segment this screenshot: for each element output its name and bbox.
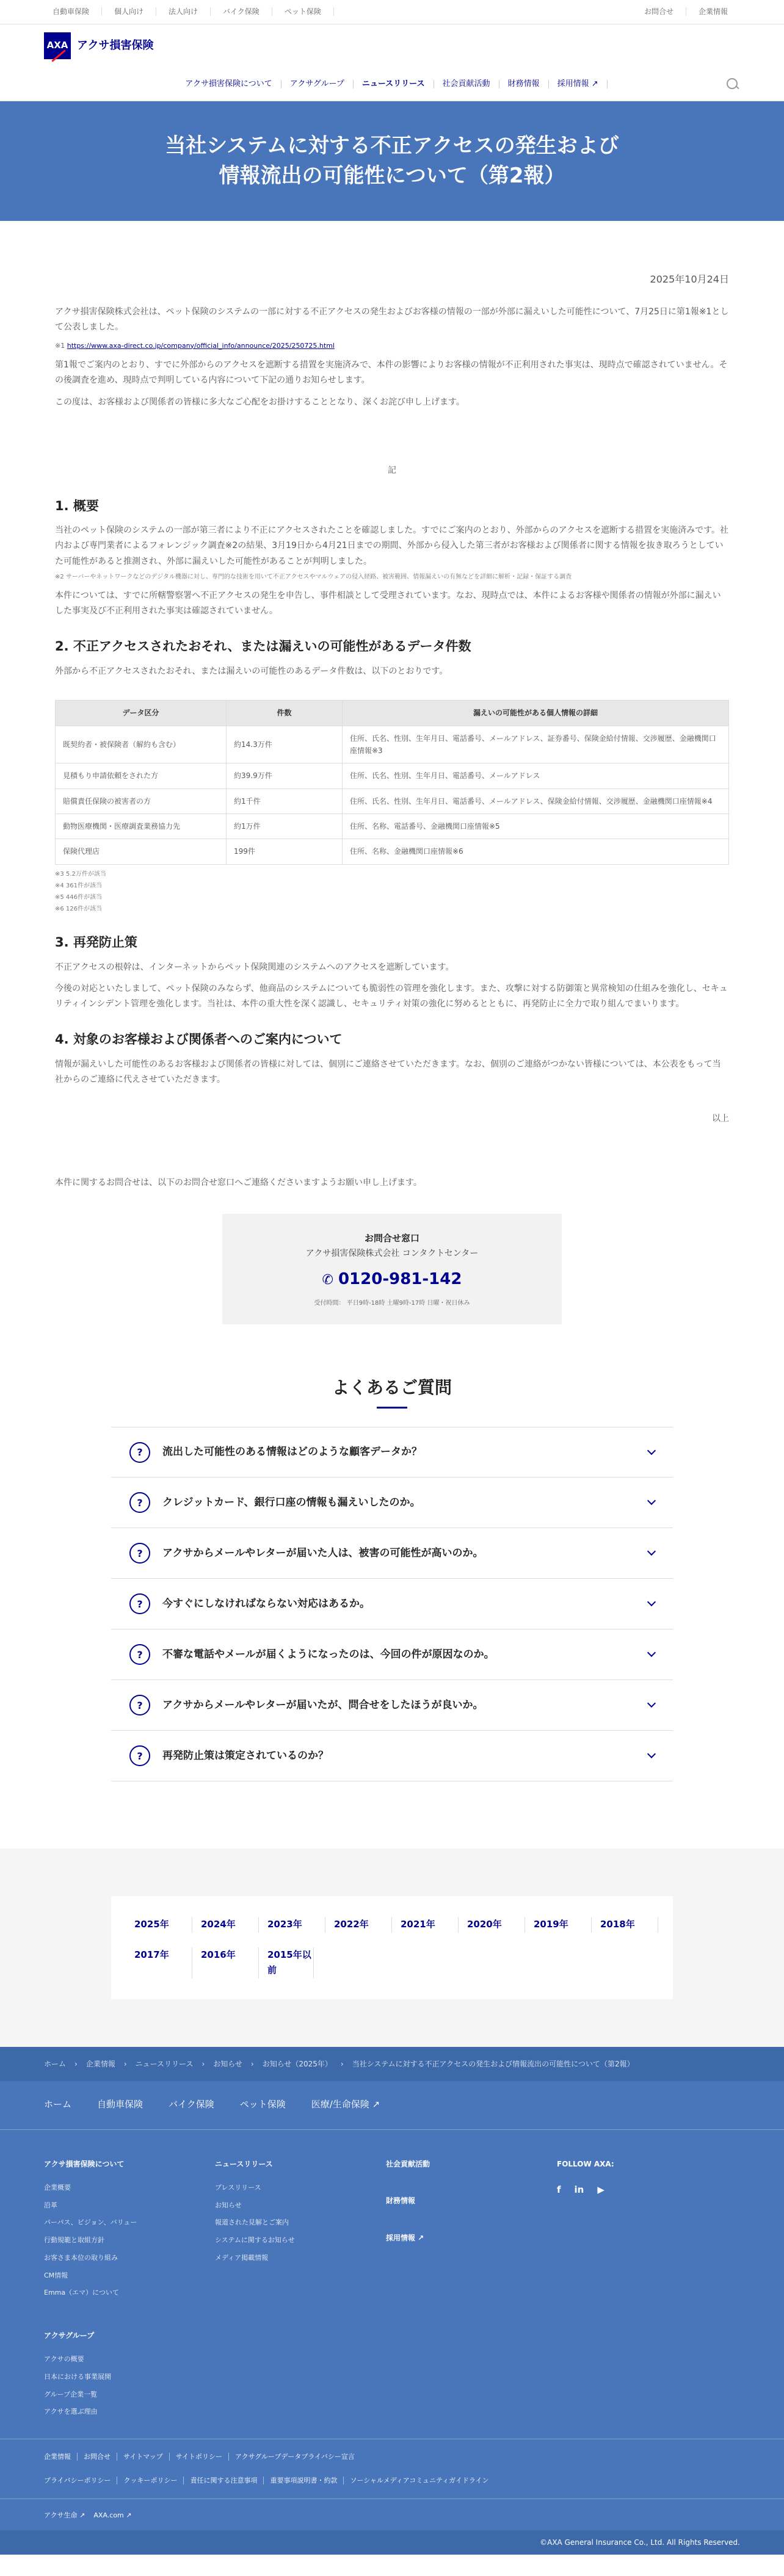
footer-nav-auto[interactable]: 自動車保険: [97, 2099, 143, 2110]
hero-banner: [0, 101, 784, 221]
nav-recruit[interactable]: 採用情報 ↗: [549, 80, 608, 88]
utility-link-pet[interactable]: ペット保険: [272, 7, 334, 16]
facebook-icon[interactable]: f: [557, 2184, 561, 2196]
footer-nav-home[interactable]: ホーム: [44, 2099, 72, 2110]
closing-mark: 以上: [712, 1114, 729, 1124]
chevron-down-icon: [647, 1750, 656, 1758]
breadcrumb-current: 当社システムに対する不正アクセスの発生および情報流出の可能性について（第2報）: [352, 2059, 634, 2068]
utility-link-bike[interactable]: バイク保険: [211, 7, 272, 16]
section-2-paragraph: 外部から不正アクセスされたおそれ、または漏えいの可能性のあるデータ件数は、以下のとおりです。: [55, 666, 448, 676]
section-3-paragraph-2: 今後の対応といたしまして、ペット保険のみならず、他商品のシステムについても脆弱性の管理を強化します。また、攻撃に対する防御策と異常検知の仕組みを強化し、セキュリティインシデント管理を強化します。当社は、本件の重大性を深く認識し、セキュリティ対策の強化に努めるとともに、再発防止に全力で取り組んでまいります。: [55, 983, 728, 1009]
breadcrumb-item[interactable]: お知らせ: [213, 2059, 242, 2068]
footer-nav-pet[interactable]: ペット保険: [239, 2099, 286, 2110]
year-link-2016[interactable]: 2016年: [192, 1947, 259, 1979]
phone-icon: ✆: [322, 1272, 333, 1288]
table-row: 保険代理店 199件 住所、名称、金融機関口座情報※6: [56, 839, 729, 864]
intro-paragraph-1: アクサ損害保険株式会社は、ペット保険のシステムの一部に対する不正アクセスの発生およびお客様の情報の一部が外部に漏えいした可能性について、7月25日に第1報※1として公表しました。: [55, 307, 729, 333]
section-1-paragraph: 当社のペット保険のシステムの一部が第三者により不正にアクセスされたことを確認しました。すでにご案内のとおり、外部からのアクセスを遮断する措置を実施済みです。社内および専門業者によるフォレンジック調査※2の結果、3月19日から4月21日までの期間、外部から侵入した第三者がお客様および関係者に関する情報を抜き取ろうとしていた可能性があると推測され、外部に漏えいした可能性があることが判明しました。: [55, 525, 729, 566]
utility-link-company[interactable]: 企業情報: [698, 7, 728, 16]
contact-lead: 本件に関するお問合せは、以下のお問合せ窓口へご連絡くださいますようお願い申し上げます。: [55, 1177, 422, 1188]
data-count-table: [55, 700, 729, 865]
table-header: データ区分: [56, 701, 227, 726]
question-icon: ?: [129, 1543, 150, 1564]
breadcrumb-item[interactable]: お知らせ（2025年）: [262, 2059, 332, 2068]
nav-news[interactable]: ニュースリリース: [354, 80, 434, 88]
utility-link-auto[interactable]: 自動車保険: [44, 7, 102, 16]
year-link-2022[interactable]: 2022年: [325, 1917, 392, 1933]
footer-col-news: ニュースリリース プレスリリース お知らせ 報道された見解とご案内 システムに関するお知らせ メディア掲載情報: [215, 2159, 295, 2262]
table-header: 件数: [227, 701, 343, 726]
article: [55, 271, 729, 1324]
nav-csr[interactable]: 社会貢献活動: [434, 80, 499, 88]
table-header: 漏えいの可能性がある個人情報の詳細: [343, 701, 729, 726]
utility-link-personal[interactable]: 個人向け: [102, 7, 156, 16]
year-link-2017[interactable]: 2017年: [126, 1947, 192, 1979]
utility-link-corporate[interactable]: 法人向け: [156, 7, 211, 16]
faq-item[interactable]: ? 今すぐにしなければならない対応はあるか。: [111, 1579, 673, 1629]
year-link-2015-before[interactable]: 2015年以前: [259, 1947, 314, 1979]
footer-columns: [0, 2130, 784, 2439]
table-row: 動物医療機関・医療調査業務協力先 約1万件 住所、名称、電話番号、金融機関口座情報※5: [56, 814, 729, 839]
chevron-down-icon: [647, 1598, 656, 1606]
contact-company: アクサ損害保険株式会社 コンタクトセンター: [305, 1248, 479, 1258]
axa-logo-mark: AXA: [44, 32, 71, 59]
intro-paragraph-2: 第1報でご案内のとおり、すでに外部からのアクセスを遮断する措置を実施済みで、本件の影響によりお客様の情報が不正利用された事実は、現時点で確認されていません。その後調査を進め、現時点で判明している内容について下記の通りお知らせします。: [55, 360, 728, 386]
section-3-paragraph-1: 不正アクセスの根幹は、インターネットからペット保険関連のシステムへのアクセスを遮断しています。: [55, 962, 454, 972]
faq-item[interactable]: ? 流出した可能性のある情報はどのような顧客データか？: [111, 1427, 673, 1477]
site-header: [0, 24, 784, 67]
question-icon: ?: [129, 1492, 150, 1513]
year-link-2020[interactable]: 2020年: [459, 1917, 525, 1933]
publish-date: 2025年10月24日: [650, 273, 729, 285]
year-link-2023[interactable]: 2023年: [259, 1917, 325, 1933]
section-2-title: 2. 不正アクセスされたおそれ、または漏えいの可能性があるデータ件数: [55, 639, 471, 654]
footnote-2: ※2 サーバーやネットワークなどのデジタル機器に対し、専門的な技術を用いて不正アクセスやマルウェアの侵入経路、被害範囲、情報漏えいの有無などを詳細に解析・記録・保証する調査: [55, 573, 572, 580]
search-icon[interactable]: [725, 77, 740, 92]
table-row: 既契約者・被保険者（解約も含む） 約14.3万件 住所、氏名、性別、生年月日、電話番号、メールアドレス、証券番号、保険金給付情報、交渉履歴、金融機関口座情報※3: [56, 726, 729, 763]
footer-nav-medical[interactable]: 医療/生命保険 ↗: [311, 2099, 380, 2110]
global-nav: [0, 67, 784, 101]
chevron-down-icon: [647, 1446, 656, 1455]
breadcrumb-item[interactable]: 企業情報: [85, 2059, 115, 2068]
contact-phone[interactable]: ✆ 0120-981-142: [222, 1266, 562, 1293]
table-footnotes: ※3 5.2万件が該当 ※4 361件が該当 ※5 446件が該当 ※6 126件が該当: [55, 870, 106, 912]
faq-item[interactable]: ? クレジットカード、銀行口座の情報も漏えいしたのか。: [111, 1477, 673, 1528]
footer-col-other: 社会貢献活動 財務情報 採用情報 ↗: [386, 2159, 430, 2242]
table-row: 賠償責任保険の被害者の方 約1千件 住所、氏名、性別、生年月日、電話番号、メールアドレス、保険金給付情報、交渉履歴、金融機関口座情報※4: [56, 788, 729, 814]
nav-about[interactable]: アクサ損害保険について: [176, 80, 281, 88]
footer-links: 企業情報 お問合せ サイトマップ サイトポリシー アクサグループデータプライバシー宣言 プライバシーポリシー クッキーポリシー 責任に関する注意事項 重要事項説明書・約款 ソーシャルメディアコミュニティガイドライン: [0, 2439, 784, 2498]
linkedin-icon[interactable]: in: [574, 2184, 584, 2196]
section-1-title: 1. 概要: [55, 498, 99, 513]
question-icon: ?: [129, 1442, 150, 1463]
youtube-icon[interactable]: ▶: [597, 2184, 604, 2196]
logo[interactable]: [44, 32, 153, 59]
question-icon: ?: [129, 1644, 150, 1665]
breadcrumb-item[interactable]: ニュースリリース: [135, 2059, 194, 2068]
faq-title-underline: [377, 1407, 407, 1409]
section-4-title: 4. 対象のお客様および関係者へのご案内について: [55, 1032, 343, 1047]
breadcrumb: ホーム › 企業情報 › ニュースリリース › お知らせ › お知らせ（2025年） › 当社システムに対する不正アクセスの発生および情報流出の可能性について（第2報）: [0, 2047, 784, 2081]
chevron-down-icon: [647, 1699, 656, 1708]
question-icon: ?: [129, 1593, 150, 1614]
footer: [0, 2047, 784, 2555]
section-3-title: 3. 再発防止策: [55, 934, 137, 950]
utility-bar: [0, 0, 784, 24]
faq-list: [111, 1427, 673, 1781]
faq-item[interactable]: ? 不審な電話やメールが届くようになったのは、今回の件が原因なのか。: [111, 1629, 673, 1680]
announcement-link[interactable]: https://www.axa-direct.co.jp/company/official_info/announce/2025/250725.html: [67, 341, 335, 350]
faq-item[interactable]: ? アクサからメールやレターが届いたが、問合せをしたほうが良いか。: [111, 1680, 673, 1731]
footnote-1: ※1 https://www.axa-direct.co.jp/company/official_info/announce/2025/250725.html: [55, 341, 335, 350]
utility-left-links: [44, 5, 334, 18]
chevron-down-icon: [647, 1547, 656, 1556]
section-4-paragraph: 情報が漏えいした可能性のあるお客様および関係者の皆様に対しては、個別にご連絡させていただきます。なお、個別のご連絡がつかない皆様については、本公表をもって当社からのご連絡に代えさせていただきます。: [55, 1059, 721, 1084]
year-archive: [0, 1849, 784, 2047]
year-archive-box: [111, 1896, 673, 1999]
copyright: ©AXA General Insurance Co., Ltd. All Rights Reserved.: [0, 2530, 784, 2555]
contact-title: お問合せ窓口: [364, 1233, 419, 1244]
intro-paragraph-3: この度は、お客様および関係者の皆様に多大なご心配をお掛けすることとなり、深くお詫び申し上げます。: [55, 397, 465, 407]
chevron-down-icon: [647, 1648, 656, 1657]
faq-item[interactable]: ? 再発防止策は策定されているのか？: [111, 1731, 673, 1781]
faq-title: よくあるご質問: [332, 1377, 452, 1398]
table-row: 見積もり申請依頼をされた方 約39.9万件 住所、氏名、性別、生年月日、電話番号、メールアドレス: [56, 763, 729, 788]
year-link-2021[interactable]: 2021年: [392, 1917, 459, 1933]
breadcrumb-item[interactable]: ホーム: [44, 2059, 67, 2068]
question-icon: ?: [129, 1745, 150, 1766]
nav-finance[interactable]: 財務情報: [499, 80, 549, 88]
logo-text: アクサ損害保険: [77, 38, 154, 52]
question-icon: ?: [129, 1695, 150, 1716]
footer-external-links: アクサ生命 ↗ AXA.com ↗: [0, 2498, 784, 2530]
contact-hours: 受付時間： 平日9時-18時 土曜9時-17時 日曜・祝日休み: [314, 1299, 470, 1307]
footer-col-about: アクサ損害保険について 企業概要 沿革 パーパス、ビジョン、バリュー 行動規範と取組方針 お客さま本位の取り組み CM情報 Emma（エマ）について アクサグループ アクサの概要 日本における事業展開 グループ企業一覧 アクサを選ぶ理由: [44, 2159, 137, 2416]
year-link-2018[interactable]: 2018年: [592, 1917, 658, 1933]
contact-box: [222, 1214, 562, 1324]
chevron-down-icon: [647, 1496, 656, 1505]
nav-group[interactable]: アクサグループ: [281, 80, 354, 88]
utility-right-links: [632, 5, 740, 18]
section-1-paragraph-2: 本件については、すでに所轄警察署へ不正アクセスの発生を申告し、事件相談として受理されています。なお、現時点では、本件によるお客様や関係者の情報が外部に漏えいした事実及び不正利用された事実は確認されていません。: [55, 590, 721, 616]
year-link-2025[interactable]: 2025年: [126, 1917, 192, 1933]
year-link-2024[interactable]: 2024年: [192, 1917, 259, 1933]
footer-follow: FOLLOW AXA: f in ▶: [557, 2158, 728, 2424]
ki-marker: 記: [388, 465, 396, 475]
utility-link-contact[interactable]: お問合せ: [632, 7, 686, 16]
footer-nav-bike[interactable]: バイク保険: [169, 2099, 214, 2110]
year-link-2019[interactable]: 2019年: [525, 1917, 592, 1933]
footer-nav: [0, 2081, 784, 2130]
faq-item[interactable]: ? アクサからメールやレターが届いた人は、被害の可能性が高いのか。: [111, 1528, 673, 1579]
page-title: 当社システムに対する不正アクセスの発生および 情報流出の可能性について（第2報）: [165, 133, 619, 188]
